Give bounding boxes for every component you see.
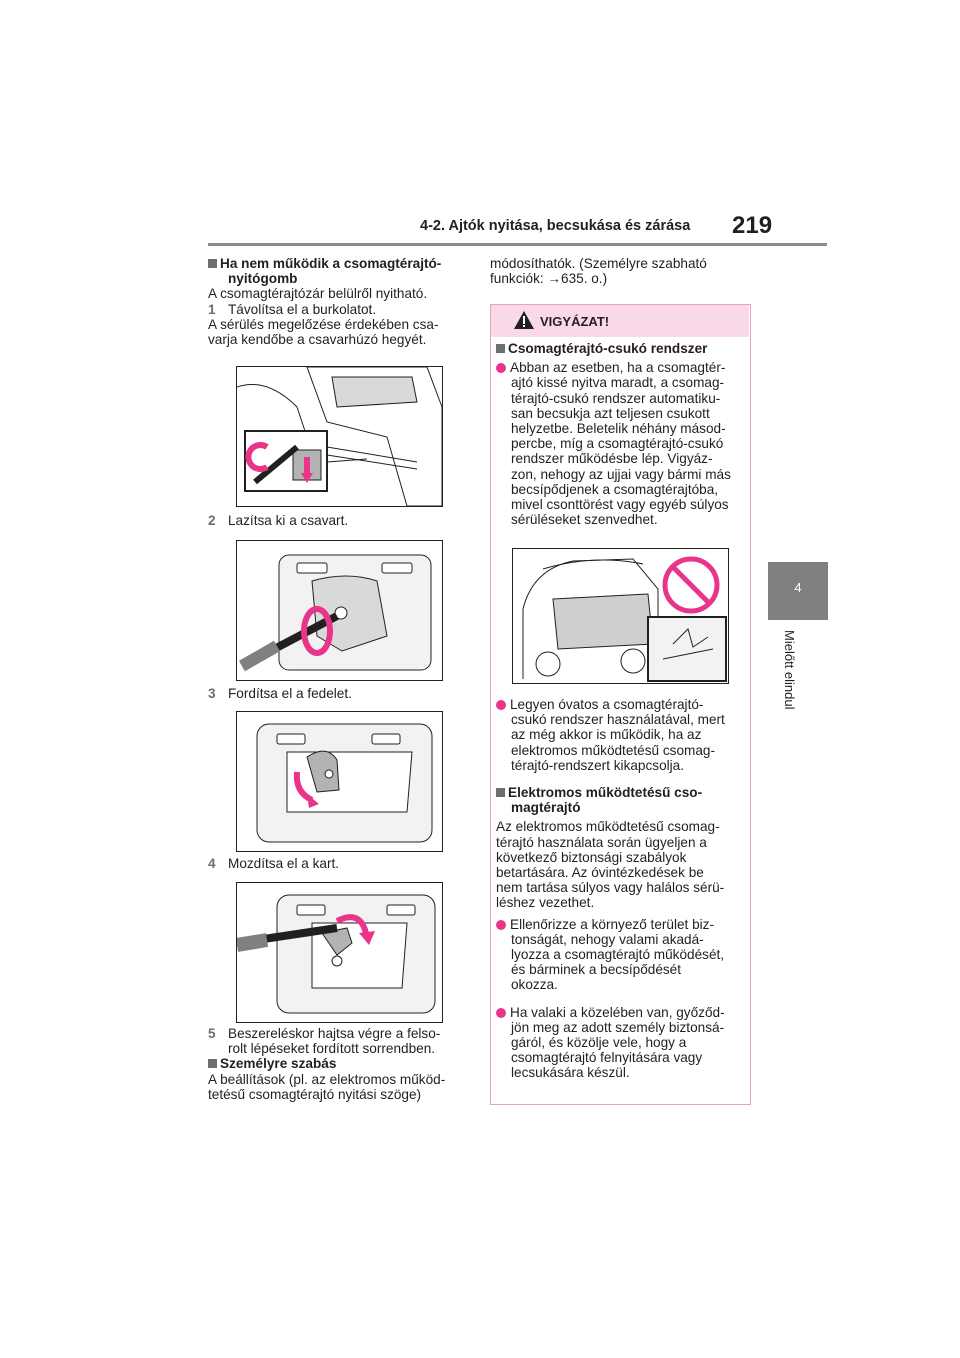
bullet-dot-icon <box>496 920 506 930</box>
figure-tailgate-pinch-warning <box>512 548 729 684</box>
step-1: 1 Távolítsa el a burkolatot. <box>208 301 377 317</box>
bullet-dot-icon <box>496 700 506 710</box>
bullet-dot-icon <box>496 1008 506 1018</box>
chapter-label-container <box>782 630 802 740</box>
step-1-note-line: varja kendőbe a csavarhúzó hegyét. <box>208 332 427 348</box>
step-2: 2 Lazítsa ki a csavart. <box>208 513 349 528</box>
warning-triangle-icon <box>513 310 535 335</box>
warning-title: VIGYÁZAT! <box>540 314 610 329</box>
heading-trunk-release: Ha nem működik a csomagtérajtó- nyitógomb A csomagtérajtózár belülről nyitható. 1 Távolítsa el a burkolatot. A sérülés megelőzése érdekében csa- varja kendőbe a csavarhúzó hegyét. <box>208 256 478 347</box>
square-bullet-icon <box>208 1059 217 1068</box>
step-5-and-customization: 5 Beszereléskor hajtsa végre a felso- rolt lépéseket fordított sorrendben. Személyre szabás A beállítások (pl. az elektromos működ- tetésű csomagtérajtó nyitási szöge) <box>208 1026 446 1102</box>
chapter-label: Mielőtt elindul <box>782 630 797 710</box>
square-bullet-icon <box>208 259 217 268</box>
figure-loosen-screw <box>236 540 443 681</box>
chapter-number: 4 <box>794 580 802 595</box>
step-3: 3 Fordítsa el a fedelet. <box>208 686 352 701</box>
warning-section-2: Legyen óvatos a csomagtérajtó- csukó rendszer használatával, mert az még akkor is működik, ha az elektromos működtetésű csomag- térajtó-rendszert kikapcsolja. Elektromos működtetésű cso- magtérajtó Az elektromos működtetésű csomag- térajtó használata során ügyeljen a következő biztonsági szabályok betartására. Az óvintézkedések be nem tartása súlyos vagy halálos sérü- léshez vezethet. Ellenőrizze a környező terület biz- tonságát, nehogy valami akadá- lyozza a csomagtérajtó működését, és bárminek a becsípődését okozza. Ha valaki a közelében van, győződ- jön meg az adott személy biztonsá- gáról, és közölje vele, hogy a csomagtérajtó felnyitására vagy lecsukására készül. <box>496 697 725 1081</box>
continued-text: módosíthatók. (Személyre szabható funkciók: →635. o.) <box>490 256 707 287</box>
square-bullet-icon <box>496 344 505 353</box>
square-bullet-icon <box>496 788 505 797</box>
intro-text: A csomagtérajtózár belülről nyitható. <box>208 286 428 302</box>
bullet-dot-icon <box>496 363 506 373</box>
section-title: 4-2. Ajtók nyitása, becsukása és zárása <box>420 218 691 234</box>
warning-section-1: Csomagtérajtó-csukó rendszer Abban az esetben, ha a csomagtér- ajtó kissé nyitva maradt, a csomag- térajtó-csukó rendszer automatiku- san becsukja azt teljesen csukott helyzetbe. Beletelik néhány másod- percbe, míg a csomagtérajtó-csukó rendszer működésbe lép. Vigyáz- zon, nehogy az ujjai vagy bármi más becsípődjenek a csomagtérajtóba, mivel csonttörést vagy egyéb súlyos sérüléseket szenvedhet. <box>496 341 746 527</box>
figure-remove-cover <box>236 366 443 507</box>
step-1-note-line: A sérülés megelőzése érdekében csa- <box>208 316 439 332</box>
figure-move-lever <box>236 882 443 1023</box>
page-number: 219 <box>732 212 773 239</box>
step-4: 4 Mozdítsa el a kart. <box>208 856 340 871</box>
header-divider <box>208 243 827 246</box>
figure-rotate-cover <box>236 711 443 852</box>
